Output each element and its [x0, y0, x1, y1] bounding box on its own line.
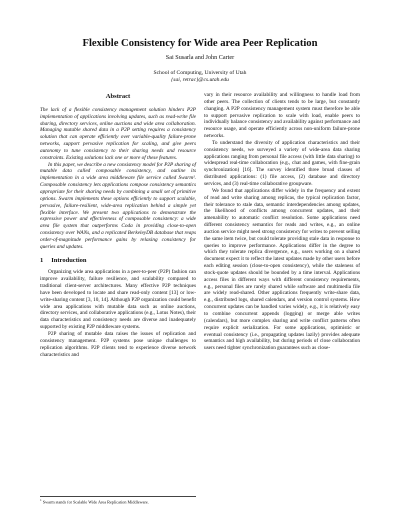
right-column: [204, 92, 360, 352]
abstract-paragraph: The lack of a flexible consistency management solution hinders P2P implementation of applications involving updates, such as read-write file sharing, directory services, online auctions and wide area collaboration. Managing mutable shared data in a P2P setting requires a consistency solution that can operate efficiently over variable-quality failure-prone networks, support pervasive replication for scaling, and give peers autonomy to tune consistency to their sharing needs and resource constraints. Existing solutions lack one or more of these features.: [40, 106, 196, 161]
affiliation-email: {sai, retrac}@cs.utah.edu: [171, 77, 229, 84]
section-title: Introduction: [51, 256, 87, 264]
paper-authors: Sai Susarla and John Carter: [165, 54, 235, 61]
footnote-text: Swarm stands for Scalable Wide Area Replication Middleware.: [42, 499, 149, 505]
body-paragraph: P2P sharing of mutable data raises the issues of replication and consistency management. P2P systems pose unique challenges to replication algorithms. P2P clients tend to experience diverse network characteristics and: [40, 331, 196, 358]
body-paragraph: We found that applications differ widely in the frequency and extent of read and write sharing among replicas, the typical replication factor, their tolerance to stale data, semantic interdependencies among updates, the likelihood of conflicts among concurrent updates, and their amenability to automatic conflict resolution. Some applications need different consistency semantics for reads and writes, e.g., an online auction service might need strong consistency for writes to prevent selling the same item twice, but could tolerate providing stale data in response to queries to improve performance. Applications differ in the degree to which they tolerate replica divergence, e.g., users working on a shared document expect it to reflect the latest updates made by other users before each editing session (close-to-open consistency), while the staleness of stock-quote updates should be bounded by a time interval. Applications access files in different ways with different consistency requirements, e.g., personal files are rarely shared while software and multimedia file are widely read-shared. Other applications frequently write-share data, e.g., distributed logs, shared calendars, and version control systems. How concurrent updates can be handled varies widely, e.g., it is relatively easy to combine concurrent appends (logging) or merge able writes (calendars), but more complex sharing and write conflict patterns often require explicit serialization. For some applications, optimistic or eventual consistency (i.e., propagating updates lazily) provides adequate semantics and high availability, but during periods of close collaboration users need tighter synchronization guarantees such as close-: [204, 187, 361, 352]
footnote-marker: 1: [40, 498, 42, 502]
section-number: 1: [40, 256, 44, 264]
affiliation-institution: School of Computing, University of Utah: [153, 70, 247, 76]
abstract-heading: Abstract: [105, 93, 131, 100]
body-paragraph: To understand the diversity of application characteristics and their consistency needs, we surveyed a variety of wide-area data sharing applications ranging from personal file access (with little data sharing) to widespread real-time collaboration (e.g., chat and games, with fine-grain synchronization) [16]. The survey identified three broad classes of distributed applications: (1) file access, (2) database and directory services, and (3) real-time collaborative groupware.: [204, 139, 360, 187]
abstract-body: [40, 107, 196, 251]
abstract-paragraph: In this paper, we describe a new consistency model for P2P sharing of mutable data called composable consistency, and outline its implementation in a wide area middleware file service called Swarm¹. Composable consistency lets applications compose consistency semantics appropriate for their sharing needs by combining a small set of primitive options. Swarm implements these options efficiently to support scalable, pervasive, failure-resilient, wide-area replication behind a simple yet flexible interface. We present two applications to demonstrate the expressive power and effectiveness of composable consistency: a wide area file system that outperforms Coda in providing close-to-open consistency over WANs, and a replicated BerkeleyDB database that reaps order-of-magnitude performance gains by relaxing consistency for queries and updates.: [40, 161, 196, 250]
left-column: [40, 92, 196, 358]
paper-title: Flexible Consistency for Wide area Peer Replication: [82, 38, 318, 49]
body-paragraph: vary in their resource availability and willingness to handle load from other peers. The collection of clients tends to be large, but constantly changing. A P2P consistency management system must therefore be able to support pervasive replication to scale with load, enable peers to individually balance consistency and availability against performance and resource usage, and operate efficiently across non-uniform failure-prone networks.: [204, 92, 360, 140]
paper-affiliation: [0, 70, 400, 84]
section-heading: [40, 258, 196, 265]
body-paragraph: Organizing wide area applications in a peer-to-peer (P2P) fashion can improve availability, failure resilience, and scalability compared to traditional client-server architectures. Many effective P2P techniques have been developed to locate and share read-only content [13] or low-write-sharing content [3, 10, 14]. Although P2P organization could benefit wide area applications with mutable data such as online auctions, directory services, and collaborative applications (e.g., Lotus Notes), their data characteristics and consistency needs are diverse and inadequately supported by existing P2P middleware systems.: [40, 269, 197, 331]
footnote: [40, 496, 196, 505]
